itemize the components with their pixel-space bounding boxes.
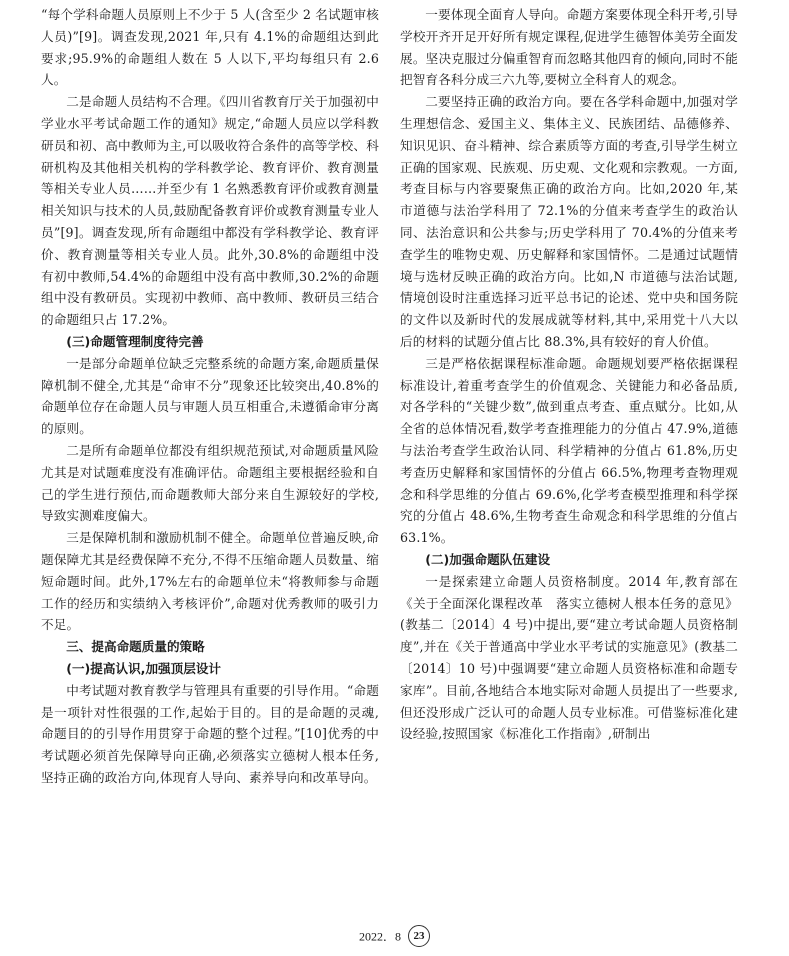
paragraph-left-2: 二是命题人员结构不合理。《四川省教育厅关于加强初中学业水平考试命题工作的通知》规定,“命题人员应以学科教研员和初、高中教师为主,可以吸收符合条件的高等学校、科研机构及其他相关机构的学科教学论、教育评价、教育测量等相关专业人员……并至少有 1 名熟悉教育评价或教育测量相关知识与技术的人员,鼓励配备教育评价或教育测量专业人员”[9]。调查发现,所有命题组中都没有学科教学论、教育评价、教育测量等相关专业人员。此外,30.8%的命题组中没有初中教师,54.4%的命题组中没有高中教师,30.2%的命题组中没有教研员。实现初中教师、高中教师、教研员三结合的命题组只占 17.2%。 [41,94,379,328]
paragraph-left-5: 三是保障机制和激励机制不健全。命题单位普遍反映,命题保障尤其是经费保障不充分,不得不压缩命题人员数量、缩短命题时间。此外,17%左右的命题单位未“将教师参与命题工作的经历和实绩纳入考核评价”,命题对优秀教师的吸引力不足。 [41,530,379,633]
subheading-team: (二)加强命题队伍建设 [425,551,551,567]
right-column [400,4,738,745]
section-heading-strategies: 三、提高命题质量的策略 [66,639,205,655]
page-footer [0,925,789,947]
paragraph-right-3: 三是严格依据课程标准命题。命题规划要严格依据课程标准设计,着重考查学生的价值观念、关键能力和必备品质,对各学科的“关键少数”,做到重点考查、重点赋分。比如,从全省的总体情况看,数学考查推理能力的分值占 47.9%,道德与法治考查学生政治认同、科学精神的分值占 61.8%,历史考查历史解释和家国情怀的分值占 66.5%,物理考查物理观念和科学思维的分值占 69.6%,化学考查模型推理和科学探究的分值占 48.6%,生物考查生命观念和科学思维的分值占 63.1%。 [400,355,738,546]
subheading-management: (三)命题管理制度待完善 [66,333,204,349]
paragraph-left-4: 二是所有命题单位都没有组织规范预试,对命题质量风险尤其是对试题难度没有准确评估。命题组主要根据经验和自己的学生进行预估,而命题教师大部分来自生源较好的学校,导致实测难度偏大。 [41,442,379,524]
paragraph-right-4: 一是探索建立命题人员资格制度。2014 年,教育部在《关于全面深化课程改革 落实立德树人根本任务的意见》(教基二〔2014〕4 号)中提出,要“建立考试命题人员资格制度”,并在《关于普通高中学业水平考试的实施意见》(教基二〔2014〕10 号)中强调要“建立命题人员资格标准和命题专家库”。目前,各地结合本地实际对命题人员提出了一些要求,但还没形成广泛认可的命题人员专业标准。可借鉴标准化建设经验,按照国家《标准化工作指南》,研制出 [400,573,738,742]
paragraph-right-2: 二要坚持正确的政治方向。要在各学科命题中,加强对学生理想信念、爱国主义、集体主义、民族团结、品德修养、知识见识、奋斗精神、综合素质等方面的考查,引导学生树立正确的国家观、民族观、历史观、文化观和宗教观。一方面,考查目标与内容要聚焦正确的政治方向。比如,2020 年,某市道德与法治学科用了 72.1%的分值来考查学生的政治认同、法治意识和公共参与;历史学科用了 70.4%的分值来考查学生的唯物史观、历史解释和家国情怀。二是通过试题情境与选材反映正确的政治方向。比如,N 市道德与法治试题,情境创设时注重选择习近平总书记的论述、党中央和国务院的文件以及新时代的发展成就等材料,其中,采用党十八大以后的材料的试题分值占比 88.3%,具有较好的育人价值。 [400,94,738,349]
subheading-awareness: (一)提高认识,加强顶层设计 [66,660,222,676]
paragraph-left-3: 一是部分命题单位缺乏完整系统的命题方案,命题质量保障机制不健全,尤其是“命审不分”现象还比较突出,40.8%的命题单位存在命题人员与审题人员互相重合,未遵循命审分离的原则。 [41,355,379,437]
left-column [41,4,379,789]
paragraph-left-6: 中考试题对教育教学与管理具有重要的引导作用。“命题是一项针对性很强的工作,起始于目的。目的是命题的灵魂,命题目的的引导作用贯穿于命题的整个过程。”[10]优秀的中考试题必须首先保障导向正确,必须落实立德树人根本任务,坚持正确的政治方向,体现育人导向、素养导向和改革导向。 [41,682,379,785]
paragraph-right-1: 一要体现全面育人导向。命题方案要体现全科开考,引导学校开齐开足开好所有规定课程,促进学生德智体美劳全面发展。坚决克服过分偏重智育而忽略其他四育的倾向,同时不能把智育各科分成三六九等,要树立全科育人的观念。 [400,7,738,88]
paragraph-left-1: “每个学科命题人员原则上不少于 5 人(含至少 2 名试题审核人员)”[9]。调查发现,2021 年,只有 4.1%的命题组达到此要求;95.9%的命题组人数在 5 人以下,平均每组只有 2.6 人。 [41,7,379,88]
issue-label: 2022．8 [358,929,401,944]
page-number-badge: 23 [408,925,430,947]
